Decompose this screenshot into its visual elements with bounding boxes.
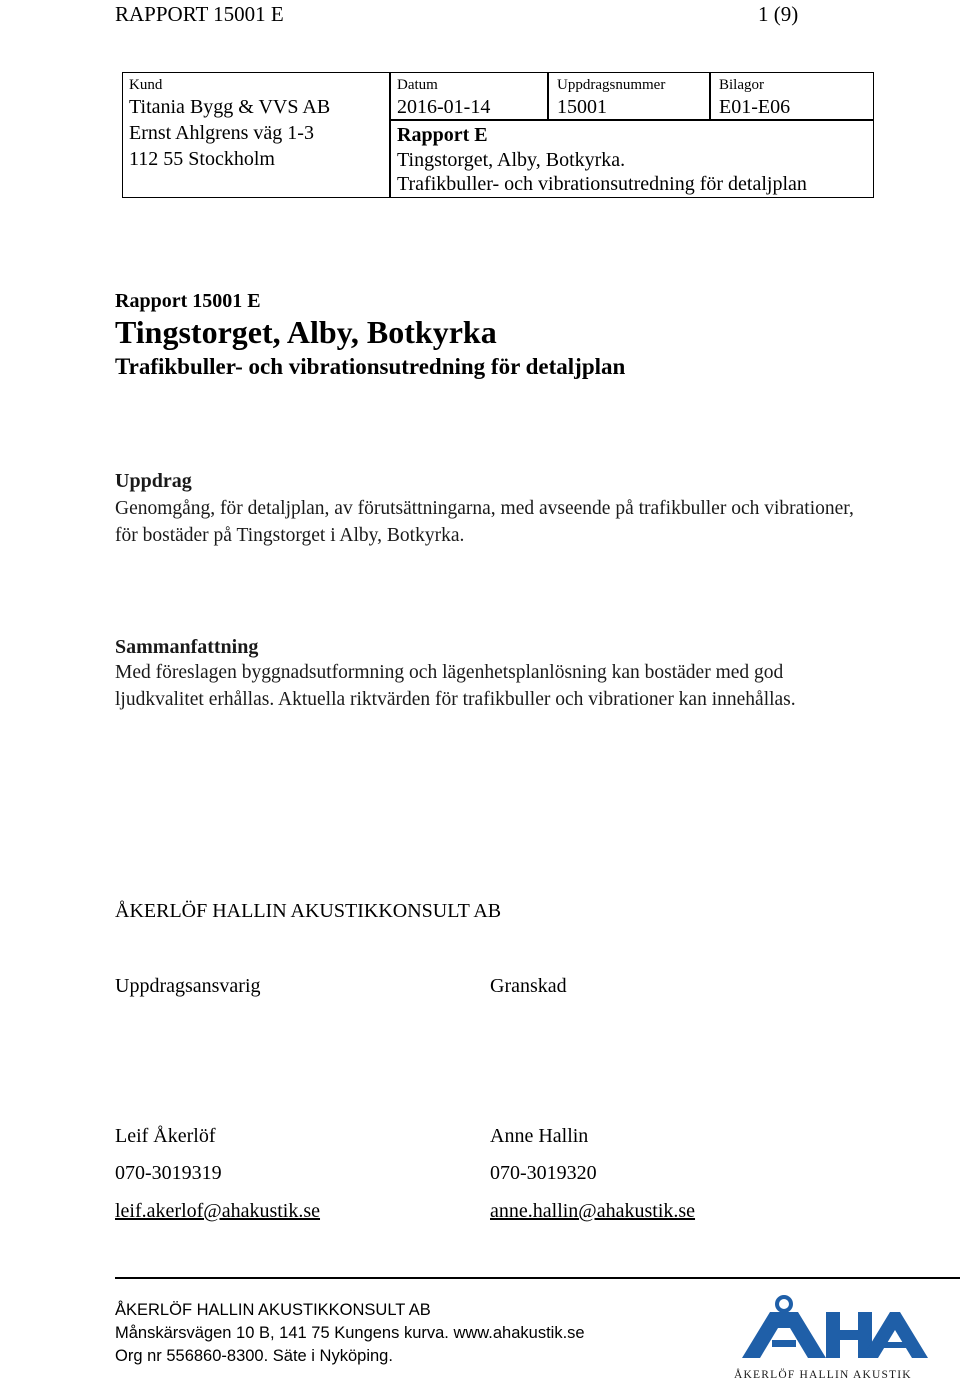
kund-postal: 112 55 Stockholm (129, 148, 275, 170)
left-signer-email-link[interactable]: leif.akerlof@ahakustik.se (115, 1200, 321, 1222)
logo-caption: ÅKERLÖF HALLIN AKUSTIK (734, 1369, 912, 1381)
footer-address: Månskärsvägen 10 B, 141 75 Kungens kurva. www.ahakustik.se (115, 1324, 585, 1342)
right-role: Granskad (490, 975, 567, 997)
uppdragsnummer-label: Uppdragsnummer (557, 77, 666, 93)
box-divider (709, 73, 711, 120)
box-divider (547, 73, 549, 120)
bilagor-value: E01-E06 (719, 96, 791, 118)
datum-label: Datum (397, 77, 438, 93)
report-info-box (122, 72, 874, 198)
sammanfattning-heading: Sammanfattning (115, 636, 259, 658)
report-id-header: RAPPORT 15001 E (115, 2, 284, 26)
aha-logo (730, 1292, 930, 1382)
uppdrag-heading: Uppdrag (115, 470, 192, 492)
footer-divider (115, 1277, 960, 1279)
report-title: Rapport 15001 E (115, 290, 261, 312)
report-location: Tingstorget, Alby, Botkyrka (115, 314, 497, 350)
right-signer-email-link[interactable]: anne.hallin@ahakustik.se (490, 1200, 696, 1222)
uppdragsnummer-value: 15001 (557, 96, 607, 118)
kund-name: Titania Bygg & VVS AB (129, 96, 331, 118)
box-divider (389, 73, 391, 197)
report-subject: Trafikbuller- och vibrationsutredning för detaljplan (115, 354, 626, 379)
aha-logo-graphic (730, 1292, 930, 1382)
left-signer-phone: 070-3019319 (115, 1162, 222, 1184)
rapport-title: Rapport E (397, 124, 488, 146)
rapport-location: Tingstorget, Alby, Botkyrka. (397, 149, 626, 171)
sammanfattning-text: Med föreslagen byggnadsutformning och lägenhetsplanlösning kan bostäder med god ljudkvalitet erhållas. Aktuella riktvärden för trafikbuller och vibrationer kan innehållas. (115, 662, 796, 710)
footer-org: Org nr 556860-8300. Säte i Nyköping. (115, 1347, 393, 1365)
footer-company: ÅKERLÖF HALLIN AKUSTIKKONSULT AB (115, 1301, 431, 1319)
kund-label: Kund (129, 77, 163, 93)
rapport-subject: Trafikbuller- och vibrationsutredning för detaljplan (397, 173, 807, 195)
box-divider (389, 119, 873, 121)
left-signer-name: Leif Åkerlöf (115, 1125, 216, 1147)
right-signer-name: Anne Hallin (490, 1125, 589, 1147)
bilagor-label: Bilagor (719, 77, 764, 93)
datum-value: 2016-01-14 (397, 96, 491, 118)
uppdrag-text: Genomgång, för detaljplan, av förutsättningarna, med avseende på trafikbuller och vibrationer, för bostäder på Tingstorget i Alby, Botkyrka. (115, 498, 854, 546)
right-signer-phone: 070-3019320 (490, 1162, 597, 1184)
kund-address: Ernst Ahlgrens väg 1-3 (129, 122, 314, 144)
page-number: 1 (9) (758, 2, 799, 26)
company-name: ÅKERLÖF HALLIN AKUSTIKKONSULT AB (115, 900, 502, 922)
left-role: Uppdragsansvarig (115, 975, 261, 997)
